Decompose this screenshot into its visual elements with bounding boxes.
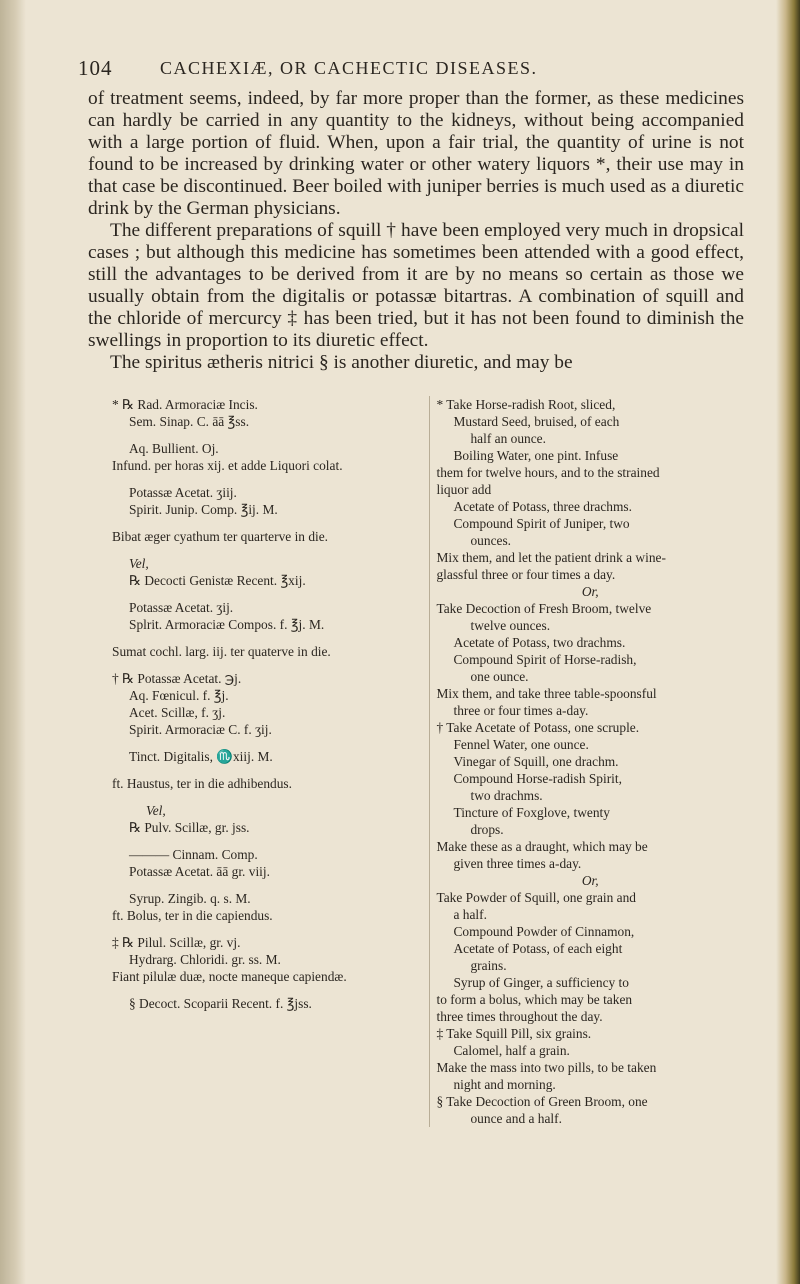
footnote-line: Or,	[581, 584, 599, 599]
footnote-line: Bibat æger cyathum ter quarterve in die.	[112, 529, 329, 544]
footnote-line: Calomel, half a grain.	[453, 1043, 570, 1058]
footnote-line: to form a bolus, which may be taken	[436, 992, 633, 1007]
footnote-line: Boiling Water, one pint. Infuse	[453, 448, 619, 463]
footnote-line	[112, 589, 429, 599]
footnote-line: ℞ Decocti Genistæ Recent. ℥xij.	[129, 573, 306, 588]
footnote-line: Vel,	[129, 556, 149, 571]
footnote-line: one ounce.	[470, 669, 529, 684]
paragraph: The spiritus ætheris nitrici § is another diuretic, and may be	[110, 352, 573, 373]
page-header	[78, 56, 744, 88]
running-head: CACHEXIÆ, OR CACHECTIC DISEASES.	[160, 58, 538, 78]
footnote-line: Infund. per horas xij. et adde Liquori colat.	[112, 458, 343, 473]
footnote-line: Sumat cochl. larg. iij. ter quaterve in die.	[112, 644, 331, 659]
footnote-line: Mix them, and take three table-spoonsful	[436, 686, 657, 701]
footnote-line	[112, 633, 429, 643]
paragraph: The different preparations of squill † have been employed very much in dropsical cases ; but although this medicine has sometimes been attended with a good effect, still the advantages to be derived from it are by no means so certain as those we usually obtain from the digitalis or potassæ bitartras. A combination of squill and the chloride of mercurcy ‡ has been tried, but it has not been found to diminish the swellings in proportion to its diuretic effect.	[88, 220, 744, 351]
footnote-line: ft. Haustus, ter in die adhibendus.	[112, 776, 292, 791]
footnote-line: Spirit. Junip. Comp. ℥ij. M.	[129, 502, 278, 517]
footnote-line	[112, 518, 429, 528]
footnote-line: * ℞ Rad. Armoraciæ Incis.	[112, 397, 258, 412]
footnote-line: them for twelve hours, and to the strained	[436, 465, 660, 480]
footnote-line	[112, 792, 429, 802]
footnote-line: Make the mass into two pills, to be taken	[436, 1060, 657, 1075]
footnote-line: liquor add	[436, 482, 492, 497]
footnote-line: drops.	[470, 822, 504, 837]
main-text	[88, 88, 744, 374]
footnote-line: ft. Bolus, ter in die capiendus.	[112, 908, 273, 923]
footnote-line: Fiant pilulæ duæ, nocte maneque capiendæ.	[112, 969, 347, 984]
footnote-line: Take Powder of Squill, one grain and	[436, 890, 636, 905]
footnote-line: ounces.	[470, 533, 512, 548]
footnote-line: Aq. Fœnicul. f. ℥j.	[129, 688, 229, 703]
footnote-line: three or four times a-day.	[453, 703, 589, 718]
footnote-line: ounce and a half.	[470, 1111, 562, 1126]
footnote-line: Mix them, and let the patient drink a wine-	[436, 550, 666, 565]
footnote-line: Sem. Sinap. C. āā ℥ss.	[129, 414, 250, 429]
footnote-line: Acetate of Potass, of each eight	[453, 941, 623, 956]
footnote-line: * Take Horse-radish Root, sliced,	[436, 397, 616, 412]
footnotes-latin-column	[112, 396, 429, 1127]
footnote-line	[112, 430, 429, 440]
footnote-line: Compound Spirit of Horse-radish,	[453, 652, 637, 667]
footnote-line: Potassæ Acetat. ʒiij.	[129, 485, 237, 500]
footnote-line: glassful three or four times a day.	[436, 567, 616, 582]
footnote-line: Syrup of Ginger, a sufficiency to	[453, 975, 629, 990]
footnote-line: Potassæ Acetat. ʒij.	[129, 600, 234, 615]
footnote-line: Acet. Scillæ, f. ʒj.	[129, 705, 226, 720]
footnote-line	[112, 738, 429, 748]
book-gutter-left	[0, 0, 26, 1284]
footnote-line: Acetate of Potass, three drachms.	[453, 499, 632, 514]
footnotes	[112, 396, 744, 1127]
footnote-line: half an ounce.	[470, 431, 546, 446]
paragraph: of treatment seems, indeed, by far more proper than the former, as these medicines can hardly be carried in any quantity to the kidneys, without being accompanied with a large portion of fluid. When, upon a fair trial, the quantity of urine is not found to be increased by drinking water or other watery liquors *, their use may in that case be discontinued. Beer boiled with juniper berries is much used as a diuretic drink by the German physicians.	[88, 88, 744, 219]
footnote-line: ℞ Pulv. Scillæ, gr. jss.	[129, 820, 250, 835]
footnote-line: § Take Decoction of Green Broom, one	[436, 1094, 648, 1109]
footnote-line: a half.	[453, 907, 487, 922]
footnote-line	[112, 985, 429, 995]
footnote-line: Compound Powder of Cinnamon,	[453, 924, 635, 939]
page-edge-right	[776, 0, 800, 1284]
footnote-line: Compound Spirit of Juniper, two	[453, 516, 630, 531]
footnote-line: given three times a-day.	[453, 856, 582, 871]
footnote-line	[112, 545, 429, 555]
footnote-line: ‡ ℞ Pilul. Scillæ, gr. vj.	[112, 935, 241, 950]
footnote-line: Hydrarg. Chloridi. gr. ss. M.	[129, 952, 281, 967]
footnote-line: Vel,	[146, 803, 166, 818]
footnote-line	[112, 880, 429, 890]
footnote-line	[112, 474, 429, 484]
footnote-line: Potassæ Acetat. āā gr. viij.	[129, 864, 270, 879]
footnote-line: Tincture of Foxglove, twenty	[453, 805, 610, 820]
footnote-line: Make these as a draught, which may be	[436, 839, 648, 854]
footnote-line: grains.	[470, 958, 507, 973]
footnote-line: Vinegar of Squill, one drachm.	[453, 754, 619, 769]
page	[78, 56, 744, 374]
footnote-line: night and morning.	[453, 1077, 556, 1092]
footnotes-english-column	[429, 396, 744, 1127]
footnote-line	[112, 924, 429, 934]
footnote-line: Splrit. Armoraciæ Compos. f. ℥j. M.	[129, 617, 325, 632]
footnote-line: Aq. Bullient. Oj.	[129, 441, 219, 456]
footnote-line: Fennel Water, one ounce.	[453, 737, 589, 752]
footnote-line: § Decoct. Scoparii Recent. f. ℥jss.	[129, 996, 312, 1011]
footnote-line: † ℞ Potassæ Acetat. ℈j.	[112, 671, 242, 686]
footnote-line: Mustard Seed, bruised, of each	[453, 414, 620, 429]
footnote-line: Take Decoction of Fresh Broom, twelve	[436, 601, 652, 616]
footnote-line: Spirit. Armoraciæ C. f. ʒij.	[129, 722, 272, 737]
footnote-line: † Take Acetate of Potass, one scruple.	[436, 720, 640, 735]
footnote-line: Tinct. Digitalis, ♏xiij. M.	[129, 749, 273, 764]
footnote-line: Or,	[581, 873, 599, 888]
footnote-line: ‡ Take Squill Pill, six grains.	[436, 1026, 592, 1041]
footnote-line	[112, 836, 429, 846]
footnote-line	[112, 660, 429, 670]
footnote-line	[112, 765, 429, 775]
footnote-line: three times throughout the day.	[436, 1009, 603, 1024]
footnote-line: ——— Cinnam. Comp.	[129, 847, 258, 862]
footnote-line: Syrup. Zingib. q. s. M.	[129, 891, 251, 906]
footnote-line: Acetate of Potass, two drachms.	[453, 635, 626, 650]
page-number: 104	[78, 56, 113, 80]
footnote-line: two drachms.	[470, 788, 543, 803]
footnote-line: Compound Horse-radish Spirit,	[453, 771, 622, 786]
footnote-line: twelve ounces.	[470, 618, 551, 633]
